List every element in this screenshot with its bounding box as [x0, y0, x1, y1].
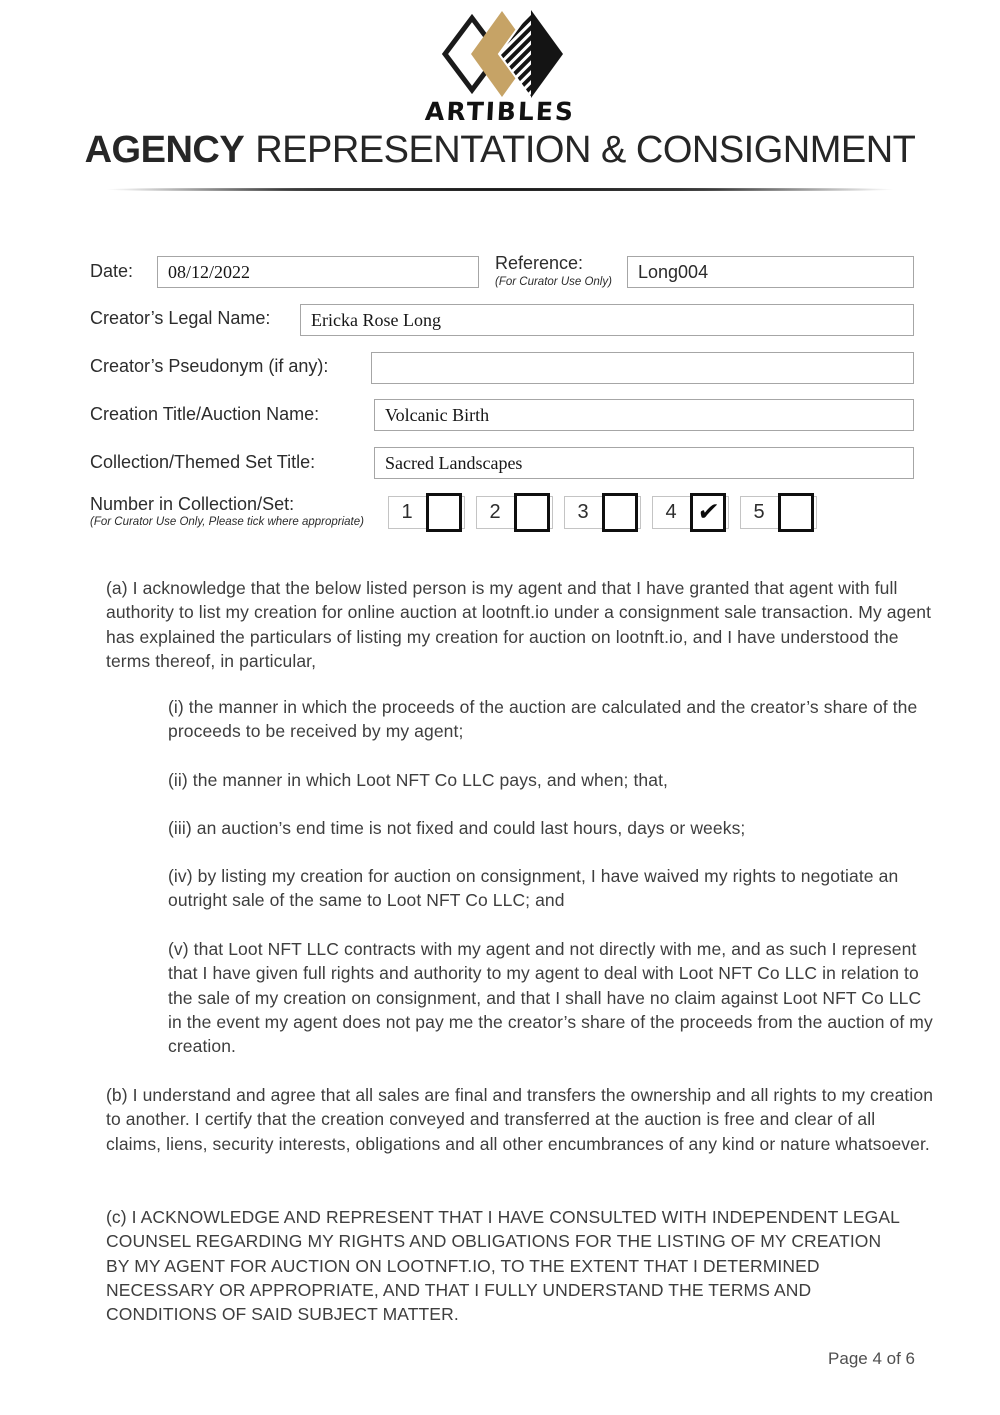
option-number-label: 5: [753, 501, 765, 523]
checkbox[interactable]: [514, 493, 550, 532]
collection-title-value: Sacred Landscapes: [385, 453, 523, 473]
collection-number-label: Number in Collection/Set:: [90, 494, 295, 514]
checkbox[interactable]: [690, 493, 726, 532]
clause-v: (v) that Loot NFT LLC contracts with my agent and not directly with me, and as such I represent that I have given full rights and authority to my agent to deal with Loot NFT Co LLC in relation to the sale of my creation on consignment, and that I shall have no claim against Loot NFT Co LLC in the event my agent does not pay me the creator’s share of the proceeds from the auction of my creation.: [168, 939, 933, 1057]
checkbox[interactable]: [602, 493, 638, 532]
legal-name-label: Creator’s Legal Name:: [90, 308, 271, 328]
pseudonym-field[interactable]: [371, 352, 914, 384]
collection-title-label: Collection/Themed Set Title:: [90, 452, 316, 472]
logo-black-half-diamond: [531, 10, 563, 98]
legal-name-field[interactable]: [300, 304, 914, 336]
clause-iii: (iii) an auction’s end time is not fixed and could last hours, days or weeks;: [168, 818, 746, 838]
clause-b: (b) I understand and agree that all sales are final and transfers the ownership and all rights to my creation to another. I certify that the creation conveyed and transferred at the auction is free and clear of all claims, liens, security interests, obligations and all other encumbrances of any kind or nature whatsoever.: [106, 1085, 934, 1154]
reference-label: Reference:: [495, 253, 584, 273]
reference-value: Long004: [638, 262, 709, 282]
creation-title-field[interactable]: [374, 399, 914, 431]
clause-a: (a) I acknowledge that the below listed person is my agent and that I have granted that agent with full authority to list my creation for online auction at lootnft.io under a consignment sale transaction. My agent has explained the particulars of listing my creation for auction on lootnft.io, and I have understood the terms thereof, in particular,: [106, 578, 932, 671]
clause-ii: (ii) the manner in which Loot NFT Co LLC pays, and when; that,: [168, 770, 669, 790]
collection-number-option: [476, 496, 553, 529]
collection-number-option: [388, 496, 465, 529]
collection-number-option: [740, 496, 817, 529]
collection-number-sublabel: (For Curator Use Only, Please tick where appropriate): [90, 516, 364, 528]
title-rest: REPRESENTATION & CONSIGNMENT: [255, 129, 916, 171]
collection-title-field[interactable]: [374, 447, 914, 479]
collection-number-option: [564, 496, 641, 529]
clause-iv: (iv) by listing my creation for auction on consignment, I have waived my rights to negotiate an outright sale of the same to Loot NFT Co LLC; and: [168, 866, 899, 911]
date-label: Date:: [90, 261, 134, 281]
option-number-label: 2: [489, 501, 501, 523]
clause-i: (i) the manner in which the proceeds of the auction are calculated and the creator’s share of the proceeds to be received by my agent;: [168, 697, 918, 742]
title-emphasis: AGENCY: [84, 129, 245, 171]
date-value: 08/12/2022: [168, 262, 251, 282]
option-number-label: 1: [401, 501, 413, 523]
brand-name: ARTIBLES: [424, 97, 576, 126]
page-number: Page 4 of 6: [828, 1349, 915, 1368]
pseudonym-label: Creator’s Pseudonym (if any):: [90, 356, 329, 376]
checkbox[interactable]: [426, 493, 462, 532]
collection-number-option: [652, 496, 729, 529]
reference-sublabel: (For Curator Use Only): [495, 276, 612, 288]
checkmark-icon: ✔: [695, 497, 721, 526]
date-field[interactable]: [157, 256, 479, 288]
option-number-label: 3: [577, 501, 589, 523]
page-title: [0, 129, 1000, 172]
artibles-logo: [441, 6, 565, 102]
pseudonym-value: [372, 353, 913, 358]
creation-title-label: Creation Title/Auction Name:: [90, 404, 320, 424]
reference-field[interactable]: [627, 256, 914, 288]
checkbox[interactable]: [778, 493, 814, 532]
title-divider: [102, 188, 898, 191]
legal-name-value: Ericka Rose Long: [311, 310, 441, 330]
option-number-label: 4: [665, 501, 677, 523]
collection-number-options: [388, 496, 817, 529]
clause-c: (c) I ACKNOWLEDGE AND REPRESENT THAT I HAVE CONSULTED WITH INDEPENDENT LEGAL COUNSEL REGARDING MY RIGHTS AND OBLIGATIONS FOR THE LISTING OF MY CREATION BY MY AGENT FOR AUCTION ON LOOTNFT.IO, TO THE EXTENT THAT I DETERMINED NECESSARY OR APPROPRIATE, AND THAT I FULLY UNDERSTAND THE TERMS AND CONDITIONS OF SAID SUBJECT MATTER.: [106, 1207, 900, 1325]
creation-title-value: Volcanic Birth: [385, 405, 490, 425]
